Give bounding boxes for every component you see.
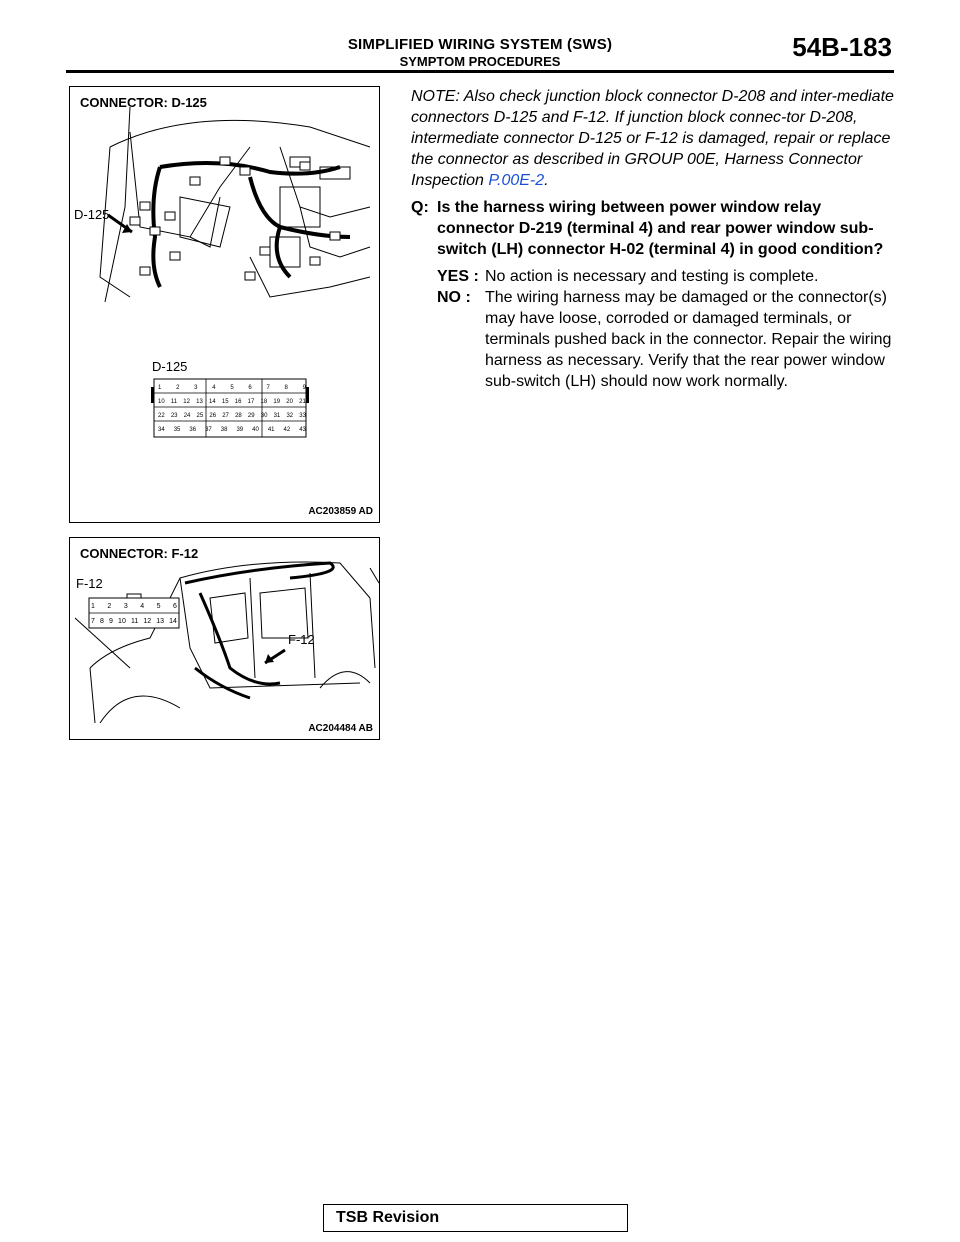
pin-number: 42 — [283, 427, 291, 433]
pin-number: 21 — [299, 399, 306, 405]
pin-number: 40 — [252, 427, 259, 433]
pin-row — [158, 409, 306, 423]
pin-number: 3 — [123, 603, 128, 610]
answers — [437, 266, 895, 392]
pin-number: 8 — [284, 385, 288, 391]
pin-number: 12 — [143, 618, 152, 625]
page-number: 54B-183 — [792, 32, 892, 62]
figure-title: CONNECTOR: F-12 — [80, 546, 199, 561]
pin-number: 1 — [158, 385, 162, 391]
pin-number: 24 — [183, 413, 191, 419]
pin-number: 35 — [173, 427, 181, 433]
pin-number: 26 — [209, 413, 217, 419]
pin-number: 9 — [109, 618, 113, 625]
callout-label: F-12 — [288, 632, 315, 647]
pin-number: 28 — [235, 413, 242, 419]
answer-no — [437, 287, 895, 392]
pin-row — [91, 614, 177, 629]
pin-number: 29 — [247, 413, 255, 419]
yes-text: No action is necessary and testing is complete. — [485, 268, 819, 285]
note-text: NOTE: Also check junction block connector D-208 and inter-mediate connectors D-125 and F-12. If junction block connec-tor D-208, intermediate connector D-125 or F-12 is damaged, repair or replace the connector as described in GROUP 00E, Harness Connector Inspection — [411, 88, 894, 189]
pin-number: 10 — [158, 399, 165, 405]
header-divider — [66, 70, 894, 73]
pin-number: 7 — [91, 618, 95, 625]
pin-number: 15 — [221, 399, 229, 405]
pin-number: 12 — [183, 399, 190, 405]
pin-number: 11 — [130, 618, 139, 625]
pin-number: 4 — [212, 385, 216, 391]
pin-number: 8 — [100, 618, 104, 625]
pin-number: 30 — [260, 413, 268, 419]
pin-number: 19 — [273, 399, 281, 405]
pin-row — [91, 599, 177, 614]
pin-number: 13 — [196, 399, 203, 405]
pin-number: 2 — [107, 603, 112, 610]
pin-row — [158, 381, 306, 395]
figure-id: AC203859 AD — [308, 506, 373, 517]
pin-number: 6 — [173, 603, 177, 610]
pin-grid — [91, 599, 177, 629]
pin-number: 17 — [247, 399, 255, 405]
pin-number: 16 — [234, 399, 242, 405]
inspection-question — [411, 197, 895, 260]
pin-number: 5 — [156, 603, 161, 610]
dashboard-harness-illustration — [70, 87, 379, 522]
pin-number: 38 — [220, 427, 228, 433]
pin-number: 4 — [140, 603, 145, 610]
pin-number: 2 — [176, 385, 180, 391]
connector-detail-label: D-125 — [152, 359, 188, 374]
pin-number: 31 — [273, 413, 281, 419]
callout-label: D-125 — [74, 207, 110, 222]
callout-label: F-12 — [76, 576, 103, 591]
pin-number: 5 — [230, 385, 234, 391]
question-text: Is the harness wiring between power window relay connector D-219 (terminal 4) and rear power window sub-switch (LH) connector H-02 (terminal 4) in good condition? — [437, 199, 884, 258]
pin-number: 34 — [158, 427, 165, 433]
note-paragraph — [411, 86, 895, 191]
pin-number: 23 — [170, 413, 178, 419]
pin-number: 33 — [299, 413, 306, 419]
pin-number: 22 — [158, 413, 165, 419]
pin-number: 14 — [169, 618, 177, 625]
pin-number: 6 — [248, 385, 252, 391]
footer-box — [323, 1204, 628, 1232]
pin-number: 13 — [156, 618, 165, 625]
pin-number: 41 — [267, 427, 275, 433]
figure-title: CONNECTOR: D-125 — [80, 95, 207, 110]
pin-number: 25 — [196, 413, 204, 419]
pin-number: 27 — [222, 413, 229, 419]
pin-grid — [158, 381, 306, 437]
procedure-text — [411, 86, 895, 392]
pin-number: 7 — [266, 385, 270, 391]
vehicle-harness-illustration — [70, 538, 379, 739]
answer-yes — [437, 266, 895, 287]
no-label: NO : — [437, 289, 471, 306]
footer-label: TSB Revision — [336, 1209, 440, 1226]
pin-row — [158, 395, 306, 409]
pin-number: 3 — [194, 385, 198, 391]
pin-number: 1 — [91, 603, 95, 610]
figure-connector-d125 — [69, 86, 380, 523]
figure-id: AC204484 AB — [308, 723, 373, 734]
pin-number: 37 — [205, 427, 212, 433]
pin-number: 36 — [189, 427, 197, 433]
question-label: Q: — [411, 199, 429, 216]
pin-row — [158, 423, 306, 437]
note-end: . — [544, 172, 549, 189]
no-text: The wiring harness may be damaged or the connector(s) may have loose, corroded or damaged terminals, or terminals pushed back in the connector. Repair the wiring harness as necessary. Verify that the rear power window sub-switch (LH) should now work normally. — [485, 289, 892, 390]
pin-number: 20 — [286, 399, 293, 405]
pin-number: 11 — [170, 399, 178, 405]
pin-number: 39 — [236, 427, 244, 433]
pin-number: 18 — [260, 399, 268, 405]
figure-connector-f12 — [69, 537, 380, 740]
reference-link[interactable]: P.00E-2 — [488, 172, 545, 189]
pin-number: 9 — [302, 385, 306, 391]
pin-number: 43 — [299, 427, 306, 433]
pin-number: 10 — [118, 618, 126, 625]
pin-number: 32 — [286, 413, 294, 419]
section-title: SIMPLIFIED WIRING SYSTEM (SWS) — [347, 36, 613, 53]
section-subtitle: SYMPTOM PROCEDURES — [399, 54, 561, 69]
pin-number: 14 — [209, 399, 216, 405]
yes-label: YES : — [437, 268, 479, 285]
